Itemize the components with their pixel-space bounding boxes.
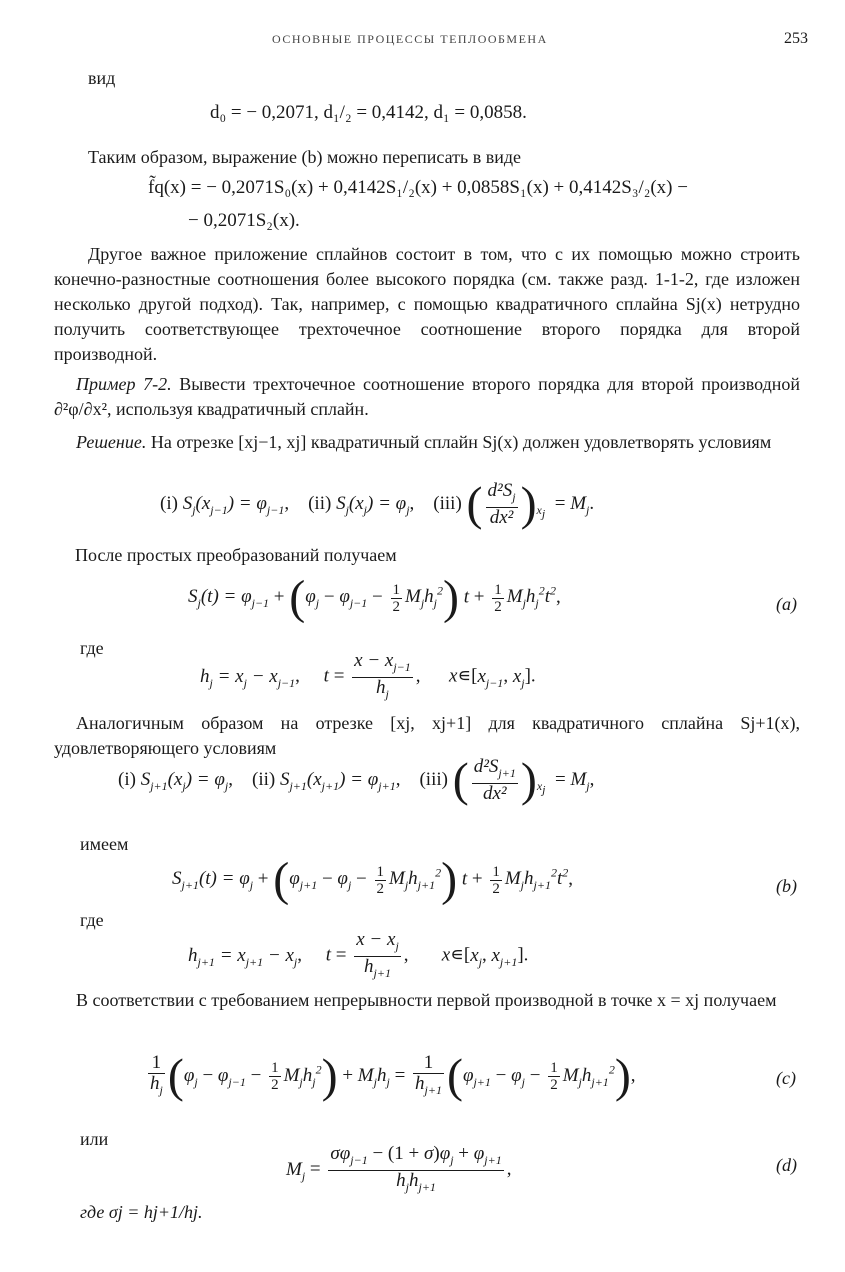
text-vid: вид	[88, 68, 116, 88]
solution-text: На отрезке [xj−1, xj] квадратичный сплайн Sj(x) должен удовлетворять условиям	[146, 432, 772, 452]
text-ili: или	[80, 1129, 109, 1149]
equation-fq-line2: − 0,2071S₂(x).	[188, 210, 300, 231]
solution-statement	[54, 430, 800, 455]
equation-fq-line1: f̃q(x) = − 0,2071S₀(x) + 0,4142S₁/₂(x) + 0,0858S₁(x) + 0,4142S₃/₂(x) −	[148, 177, 688, 198]
paragraph-continuity: В соответствии с требованием непрерывности первой производной в точке x = xj получаем	[76, 990, 777, 1010]
solution-label: Решение.	[76, 432, 147, 452]
equation-d-values	[210, 102, 527, 124]
equation-c: $\frac{1}{h_j}$ ($\varphi_j - \varphi_{j-1}$ − $\frac{1}{2}$ $M_jh_j^2) + M_jh_j$ = $\frac{1}{h_{j+1}}$ ($\varphi_{j+1} - \varphi_j$ − $\frac{1}{2}$ $M_jh_{j+1}^2$),	[150, 1049, 636, 1103]
equation-label-a: (a)	[776, 594, 797, 614]
equation-d: $M_j$ = $\frac{\sigma\varphi_{j-1} - (1 + \sigma)\varphi_j + \varphi_{j+1}}{h_jh_{j+1}}$ ,	[286, 1143, 512, 1194]
text-takim: Таким образом, выражение (b) можно переписать в виде	[88, 147, 521, 167]
conditions-sj: (i) $S_j(x_{j-1}) = \varphi_{j-1}$, (ii) $S_j(x_j) = \varphi_j$, (iii) ( $\frac{d^2S_j}{\text{dx²}}$ )$_{x_j} = M_j$.	[160, 477, 595, 531]
page-number: 253	[784, 30, 808, 47]
text-sigma-definition: где σj = hj+1/hj.	[80, 1202, 203, 1222]
example-text: Вывести трехточечное соотношение второго порядка для второй производной ∂²φ/∂x², используя квадратичный сплайн.	[54, 374, 800, 419]
text-gde-2: где	[80, 910, 104, 930]
text-gde-1: где	[80, 638, 104, 658]
equation-label-b: (b)	[776, 876, 797, 896]
equation-hj-definition: $h_j = x_j - x_{j-1}$, t = $\frac{x - x_{j-1}}{h_j}$ , $x∊[x_{j-1}$, $x_j$].	[200, 650, 536, 701]
text-posle: После простых преобразований получаем	[75, 545, 397, 565]
equation-label-d: (d)	[776, 1155, 797, 1175]
page-header	[0, 30, 845, 52]
example-label: Пример 7-2.	[76, 374, 172, 394]
equation-label-c: (c)	[776, 1068, 796, 1088]
running-head: ОСНОВНЫЕ ПРОЦЕССЫ ТЕПЛООБМЕНА	[272, 32, 548, 46]
equation-b: $S_{j+1}(t) = \varphi_j + (\varphi_{j+1} - \varphi_j$ − $\frac{1}{2}$ $M_jh_{j+1}^2$) t + $\frac{1}{2}$ $M_jh_{j+1}^2t^2$,	[172, 853, 573, 906]
equation-d-text: d₀ = − 0,2071, d₁/₂ = 0,4142, d₁ = 0,0858.	[210, 102, 527, 123]
paragraph-splines: Другое важное приложение сплайнов состоит в том, что с их помощью можно строить конечно-разностные соотношения более высокого порядка (см. также разд. 1-1-2, где изложен несколько другой подход). Так, например, с помощью квадратичного сплайна Sj(x) нетрудно получить соответствующее трехточечное соотношение второго порядка для второй производной.	[54, 244, 800, 364]
equation-a: $S_j(t) = \varphi_{j-1} + (\varphi_j - \varphi_{j-1}$ − $\frac{1}{2}$ $M_jh_j^2$) t + $\frac{1}{2}$ $M_jh_j^2t^2$,	[188, 571, 561, 624]
conditions-sj1: (i) $S_{j+1}(x_j) = \varphi_j$, (ii) $S_{j+1}(x_{j+1}) = \varphi_{j+1}$, (iii) ( $\frac{d^2S_{j+1}}{\text{dx²}}$ )$_{x_j} = M_j$,	[118, 753, 595, 807]
equation-hj1-definition: $h_{j+1} = x_{j+1} - x_j$, t = $\frac{x - x_j}{h_{j+1}}$ , $x∊[x_j$, $x_{j+1}$].	[188, 929, 529, 980]
paragraph-analog: Аналогичным образом на отрезке [xj, xj+1] для квадратичного сплайна Sj+1(x), удовлетворяющего условиям	[54, 713, 800, 758]
example-statement	[54, 372, 800, 422]
text-imeem: имеем	[80, 834, 129, 854]
